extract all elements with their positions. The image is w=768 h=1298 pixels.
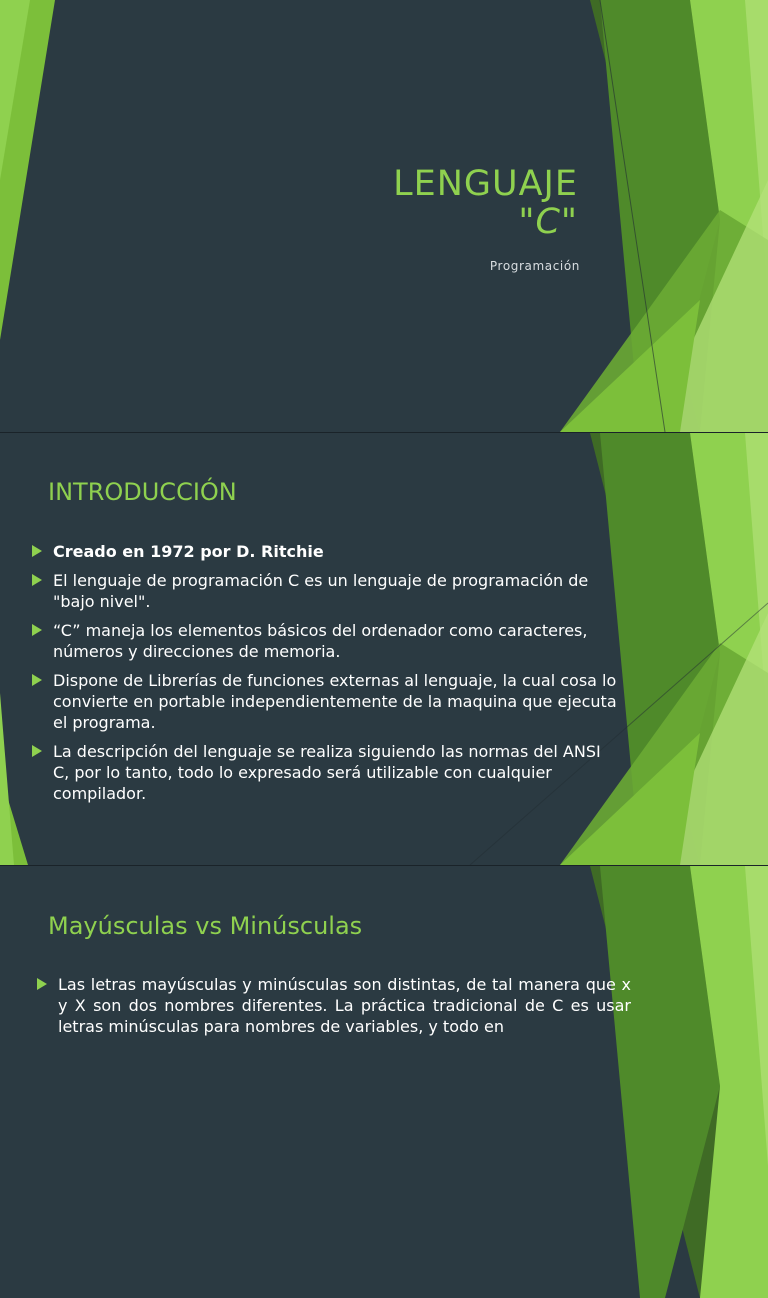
title-line-1: LENGUAJE [393, 164, 578, 204]
list-item: “C” maneja los elementos básicos del ordenador como caracteres, números y direcciones de memoria. [32, 620, 622, 662]
title-line-2: "C" [518, 202, 578, 242]
triangle-right-icon [37, 978, 47, 990]
list-item: Dispone de Librerías de funciones externas al lenguaje, la cual cosa lo convierte en portable independientemente de la maquina que ejecuta el programa. [32, 670, 622, 733]
list-item: El lenguaje de programación C es un lenguaje de programación de "bajo nivel". [32, 570, 622, 612]
list-item: Las letras mayúsculas y minúsculas son distintas, de tal manera que x y X son dos nombres diferentes. La práctica tradicional de C es usar letras minúsculas para nombres de variables, y todo en [37, 974, 631, 1037]
section-title: Mayúsculas vs Minúsculas [48, 912, 363, 940]
bullet-list [32, 541, 622, 812]
slide-title-heading [393, 165, 578, 241]
triangle-right-icon [32, 574, 42, 586]
slide-subtitle: Programación [489, 259, 580, 273]
triangle-right-icon [32, 745, 42, 757]
triangle-right-icon [32, 674, 42, 686]
triangle-right-icon [32, 545, 42, 557]
green-facets-decoration [0, 0, 768, 432]
bullet-list [37, 974, 631, 1045]
list-item: La descripción del lenguaje se realiza siguiendo las normas del ANSI C, por lo tanto, todo lo expresado será utilizable con cualquier compilador. [32, 741, 622, 804]
slide-introduccion[interactable] [0, 433, 768, 865]
slide-mayusculas[interactable] [0, 866, 768, 1298]
slide-title[interactable] [0, 0, 768, 432]
list-item: Creado en 1972 por D. Ritchie [32, 541, 622, 562]
section-title: INTRODUCCIÓN [48, 478, 237, 506]
triangle-right-icon [32, 624, 42, 636]
